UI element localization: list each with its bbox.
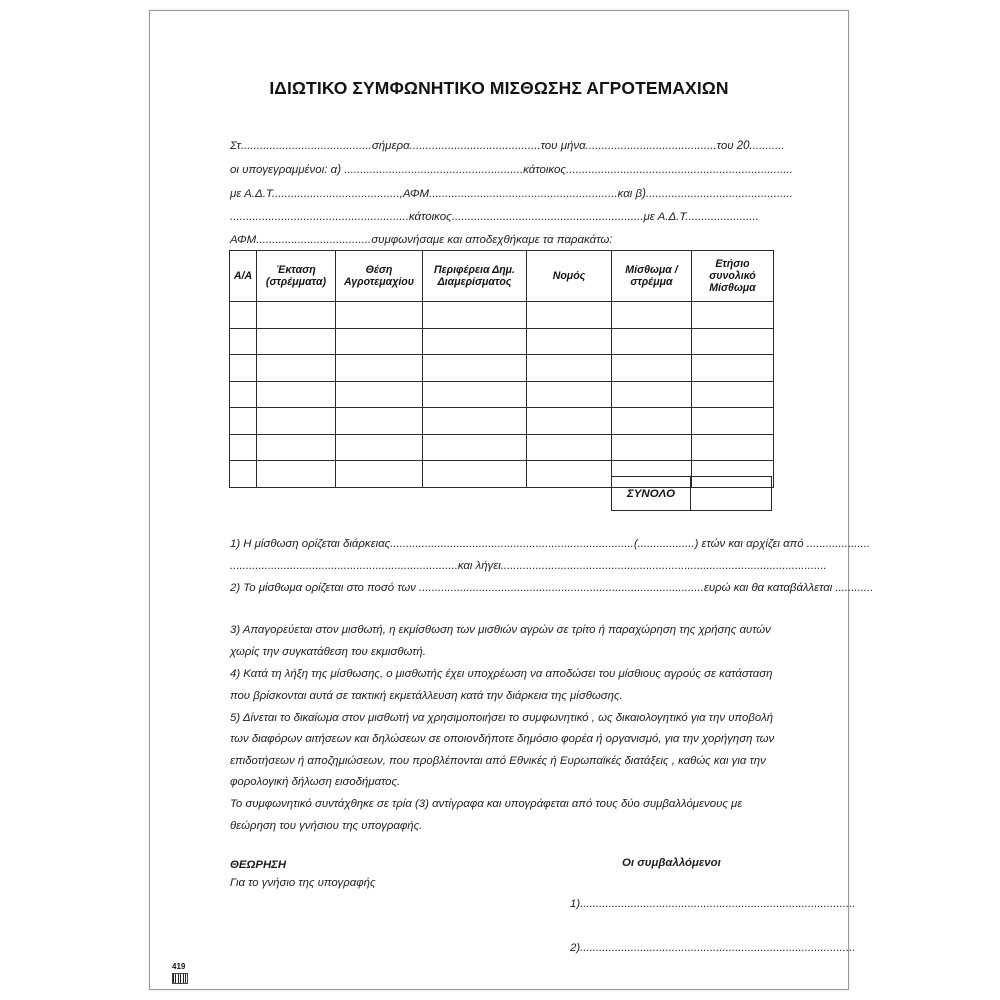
table-cell[interactable] <box>527 434 612 461</box>
table-cell[interactable] <box>230 461 257 488</box>
table-cell[interactable] <box>257 328 336 355</box>
parties-title: Οι συμβαλλόμενοι <box>622 857 721 869</box>
table-cell[interactable] <box>692 434 774 461</box>
table-cell[interactable] <box>230 328 257 355</box>
table-cell[interactable] <box>527 328 612 355</box>
table-row <box>230 408 774 435</box>
table-cell[interactable] <box>336 302 423 329</box>
table-cell[interactable] <box>257 408 336 435</box>
clause-5-use-for-subsidies: 5) Δίνεται το δικαίωμα στον μισθωτή να χρησιμοποιήσει το συμφωνητικό , ως δικαιολογητικό για την υποβολή των διαφόρων αιτήσεων και δηλώσεων σε οποιονδήποτε δημόσιο φορέα ή οργανισμό, για την χορήγηση των επιδοτήσεων ή αποζημιώσεων, που προβλέπονται από Εθνικές ή Ευρωπαϊκές διατάξεις , καθώς και για την φορολογική δήλωση εισοδήματος. <box>230 712 775 788</box>
table-cell[interactable] <box>230 355 257 382</box>
table-cell[interactable] <box>230 434 257 461</box>
column-header-area: Έκταση (στρέμματα) <box>257 251 336 302</box>
table-cell[interactable] <box>336 408 423 435</box>
table-cell[interactable] <box>423 461 527 488</box>
table-cell[interactable] <box>423 408 527 435</box>
table-cell[interactable] <box>692 355 774 382</box>
document-page <box>149 10 874 990</box>
total-box <box>611 476 772 511</box>
fill-line-party-a: οι υπογεγραμμένοι: α) ........................................................κάτοικος....................................................................... <box>230 164 793 176</box>
table-cell[interactable] <box>230 408 257 435</box>
table-cell[interactable] <box>692 381 774 408</box>
table-cell[interactable] <box>423 355 527 382</box>
table-cell[interactable] <box>692 328 774 355</box>
total-value-cell[interactable] <box>691 477 772 511</box>
clause-2-rent-amount: 2) Το μίσθωμα ορίζεται στο ποσό των ..........................................................................................ευρώ και θα καταβάλλεται ............ <box>230 582 874 594</box>
column-header-district: Περιφέρεια Δημ. Διαμερίσματος <box>423 251 527 302</box>
table-cell[interactable] <box>612 381 692 408</box>
table-cell[interactable] <box>527 381 612 408</box>
table-cell[interactable] <box>230 302 257 329</box>
column-header-annual-rent: Ετήσιο συνολικό Μίσθωμα <box>692 251 774 302</box>
table-cell[interactable] <box>257 461 336 488</box>
land-parcels-table <box>229 250 774 488</box>
column-header-rent-per-stremma: Μίσθωμα /στρέμμα <box>612 251 692 302</box>
table-cell[interactable] <box>692 408 774 435</box>
table-row <box>230 381 774 408</box>
table-cell[interactable] <box>423 434 527 461</box>
document-title: ΙΔΙΩΤΙΚΟ ΣΥΜΦΩΝΗΤΙΚΟ ΜΙΣΘΩΣΗΣ ΑΓΡΟΤΕΜΑΧΙΩΝ <box>269 78 729 98</box>
table-cell[interactable] <box>527 461 612 488</box>
table-row <box>230 302 774 329</box>
column-header-prefecture: Νομός <box>527 251 612 302</box>
fill-line-party-a-id: με Α.Δ.Τ........................................,ΑΦΜ...........................................................και β).............................................. <box>230 188 793 200</box>
table-cell[interactable] <box>527 302 612 329</box>
table-row <box>230 355 774 382</box>
table-cell[interactable] <box>230 381 257 408</box>
table-cell[interactable] <box>423 328 527 355</box>
table-cell[interactable] <box>612 434 692 461</box>
clause-1-duration: 1) Η μίσθωση ορίζεται διάρκειας.............................................................................(..................) ετών και αρχίζει από .................... <box>230 538 871 550</box>
table-row <box>230 328 774 355</box>
clause-3-no-sublease: 3) Απαγορεύεται στον μισθωτή, η εκμίσθωση των μισθιών αγρών σε τρίτο ή παραχώρηση της χρήσης αυτών χωρίς την συγκατάθεση του εκμισθωτή. <box>230 624 771 658</box>
table-cell[interactable] <box>527 355 612 382</box>
table-cell[interactable] <box>336 355 423 382</box>
barcode-icon <box>172 973 188 984</box>
clause-1-duration-end: ........................................................................και λήγει....................................................................................................... <box>230 560 827 572</box>
table-cell[interactable] <box>257 302 336 329</box>
table-cell[interactable] <box>692 302 774 329</box>
attestation-title: ΘΕΩΡΗΣΗ <box>230 859 287 871</box>
table-cell[interactable] <box>612 302 692 329</box>
signature-line-party-2[interactable]: 2)....................................................................................... <box>570 942 856 954</box>
table-cell[interactable] <box>336 328 423 355</box>
table-row <box>230 434 774 461</box>
table-cell[interactable] <box>336 461 423 488</box>
table-cell[interactable] <box>612 408 692 435</box>
attestation-subtitle: Για το γνήσιο της υπογραφής <box>230 877 376 889</box>
table-body <box>230 302 774 488</box>
clause-4-return-condition: 4) Κατά τη λήξη της μίσθωσης, ο μισθωτής έχει υποχρέωση να αποδώσει του μίσθιους αγρούς σε κατάσταση που βρίσκονται αυτά σε τακτική εκμετάλλευση κατά την διάρκεια της μίσθωσης. <box>230 668 773 702</box>
table-cell[interactable] <box>336 434 423 461</box>
table-cell[interactable] <box>612 355 692 382</box>
table-cell[interactable] <box>257 355 336 382</box>
table-cell[interactable] <box>257 434 336 461</box>
product-code: 419 <box>172 962 186 971</box>
fill-line-party-b: ........................................................κάτοικος............................................................με Α.Δ.Τ....................... <box>230 211 759 223</box>
table-header-row <box>230 251 774 302</box>
table-cell[interactable] <box>423 381 527 408</box>
table-cell[interactable] <box>423 302 527 329</box>
column-header-location: Θέση Αγροτεμαχίου <box>336 251 423 302</box>
closing-statement: Το συμφωνητικό συντάχθηκε σε τρία (3) αντίγραφα και υπογράφεται από τους δύο συμβαλλόμενους με θεώρηση του γνήσιου της υπογραφής. <box>230 798 743 832</box>
column-header-serial: Α/Α <box>230 251 257 302</box>
table-cell[interactable] <box>527 408 612 435</box>
signature-line-party-1[interactable]: 1)....................................................................................... <box>570 898 856 910</box>
total-label: ΣΥΝΟΛΟ <box>612 477 691 511</box>
table-cell[interactable] <box>336 381 423 408</box>
table-cell[interactable] <box>257 381 336 408</box>
fill-line-agreement: ΑΦΜ....................................συμφωνήσαμε και αποδεχθήκαμε τα παρακάτω: <box>230 234 613 246</box>
fill-line-place-date: Στ.........................................σήμερα.........................................του μήνα.........................................του 20........... <box>230 140 785 152</box>
table-cell[interactable] <box>612 328 692 355</box>
